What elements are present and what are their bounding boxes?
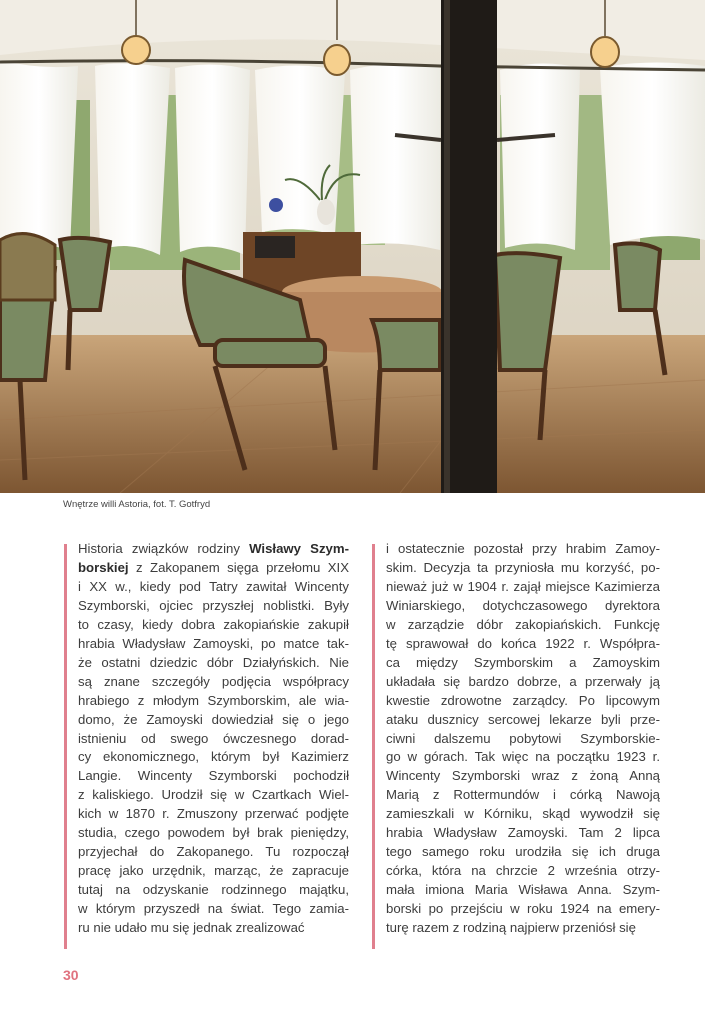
text-line: w zarządzie dóbr zakopiańskich. Funkcję xyxy=(386,616,660,632)
text-line: hrabia Władysław Zamoyski. Tam 2 lipca xyxy=(386,825,660,841)
text-line: ca między Szymborskim a Zamoyskim xyxy=(386,654,660,670)
text-segment: że ostatni dziedzic dóbr Działyńskich. Nie xyxy=(78,654,349,670)
text-line xyxy=(78,730,349,749)
text-segment: tutaj na odzyskanie rodzinnego majątku, xyxy=(78,882,349,898)
photo-caption: Wnętrze willi Astoria, fot. T. Gotfryd xyxy=(63,499,211,510)
bold-name-text: borskiej xyxy=(78,559,129,575)
text-line: i ostatecznie pozostał przy hrabim Zamoy- xyxy=(386,541,660,556)
text-segment: istnieniu od swego ówczesnego dorad- xyxy=(78,730,349,746)
text-segment: domo, że Zamoyski dowiedział się o jego xyxy=(78,711,349,727)
text-line xyxy=(78,900,349,919)
text-line: córka, która na chrzcie 2 września otrzy- xyxy=(386,863,660,879)
text-line: Wincenty Szymborski wraz z żoną Anną xyxy=(386,768,660,784)
text-segment: są znane szczegóły podjęcia współpracy xyxy=(78,673,349,689)
column-accent-rule xyxy=(64,544,67,949)
text-segment: w którym przyszedł na świat. Tego zamia- xyxy=(78,901,349,917)
text-segment: pracę jako urzędnik, marząc, że zapracuje xyxy=(78,863,349,879)
text-segment: z Zakopanem sięga przełomu XIX xyxy=(128,559,349,575)
text-segment: cy ekonomicznego, którym był Kazimierz xyxy=(78,749,349,765)
text-line: Winiarskiego, dotychczasowego dyrektora xyxy=(386,597,660,613)
page-number: 30 xyxy=(63,967,79,983)
text-segment: to czasy, kiedy dobra zakopiańskie zakupił xyxy=(78,616,349,632)
text-line: ciwni dalszemu pobytowi Szymborskie- xyxy=(386,730,660,746)
article-column-right xyxy=(386,540,660,950)
text-line xyxy=(78,540,349,559)
text-line xyxy=(78,748,349,767)
left-column-text xyxy=(78,540,349,938)
text-line xyxy=(78,843,349,862)
text-line xyxy=(78,786,349,805)
text-segment: z kaliskiego. Urodził się w Czartkach Wiel- xyxy=(78,787,349,803)
text-line: go w górach. Tak więc na początku 1923 r. xyxy=(386,749,660,765)
text-segment: studia, czego powodem był brak pieniędzy, xyxy=(78,825,349,841)
text-line xyxy=(78,635,349,654)
text-line xyxy=(78,597,349,616)
article-column-left xyxy=(78,540,349,950)
text-line: Marią z Rottermundów i córką Nawoją xyxy=(386,787,660,803)
text-line xyxy=(78,578,349,597)
text-segment: przyjechał do Zakopanego. Tu rozpoczął xyxy=(78,844,349,860)
text-segment: Historia związków rodziny xyxy=(78,541,250,556)
text-line: układała się bardzo dobrze, a przerwały ją xyxy=(386,673,660,689)
text-line xyxy=(78,824,349,843)
text-line xyxy=(78,673,349,692)
text-line: mała imiona Maria Wisława Anna. Szym- xyxy=(386,882,660,898)
text-segment: kich w 1870 r. Zmuszony przerwać podjęte xyxy=(78,806,349,822)
text-segment: hrabiego z młodym Szymborskim, ale wia- xyxy=(78,692,349,708)
right-column-text xyxy=(386,540,660,938)
text-segment: i XX w., kiedy pod Tatry zawitał Wincenty xyxy=(78,578,349,594)
text-line: skim. Decyzja ta przyniosła mu korzyść, po- xyxy=(386,559,660,575)
text-segment: Szymborski, ojciec przyszłej noblistki. Były xyxy=(78,597,349,613)
bold-name-text: Wisławy Szym- xyxy=(249,541,349,556)
text-line: turę razem z rodziną najpierw przeniósł się xyxy=(386,920,636,936)
text-line xyxy=(78,692,349,711)
text-line: borski po przejściu w roku 1924 na emery- xyxy=(386,901,660,917)
text-line xyxy=(78,559,349,578)
text-segment: ru nie udało mu się jednak zrealizować xyxy=(78,920,305,936)
text-line: kwestie zdrowotne zarządcy. Po lipcowym xyxy=(386,692,660,708)
text-line xyxy=(78,654,349,673)
text-line xyxy=(78,805,349,824)
text-line xyxy=(78,919,349,938)
text-line: tego samego roku urodziła się ich druga xyxy=(386,844,660,860)
text-line xyxy=(78,767,349,786)
interior-photo xyxy=(0,0,705,493)
text-line: tę sprawował do końca 1922 r. Współpra- xyxy=(386,635,660,651)
text-segment: hrabia Władysław Zamoyski, po matce tak- xyxy=(78,635,349,651)
interior-photo-illustration xyxy=(0,0,705,493)
text-line: zamieszkali w Kórniku, skąd wywodził się xyxy=(386,806,660,822)
text-line xyxy=(78,881,349,900)
text-line: nieważ już w 1904 r. zajął miejsce Kazimierza xyxy=(386,578,660,594)
text-line xyxy=(78,862,349,881)
text-line xyxy=(78,616,349,635)
text-segment: Langie. Wincenty Szymborski pochodził xyxy=(78,768,349,784)
column-accent-rule xyxy=(372,544,375,949)
text-line xyxy=(78,711,349,730)
text-line: ataku dusznicy sercowej lekarze byli prze- xyxy=(386,711,660,727)
